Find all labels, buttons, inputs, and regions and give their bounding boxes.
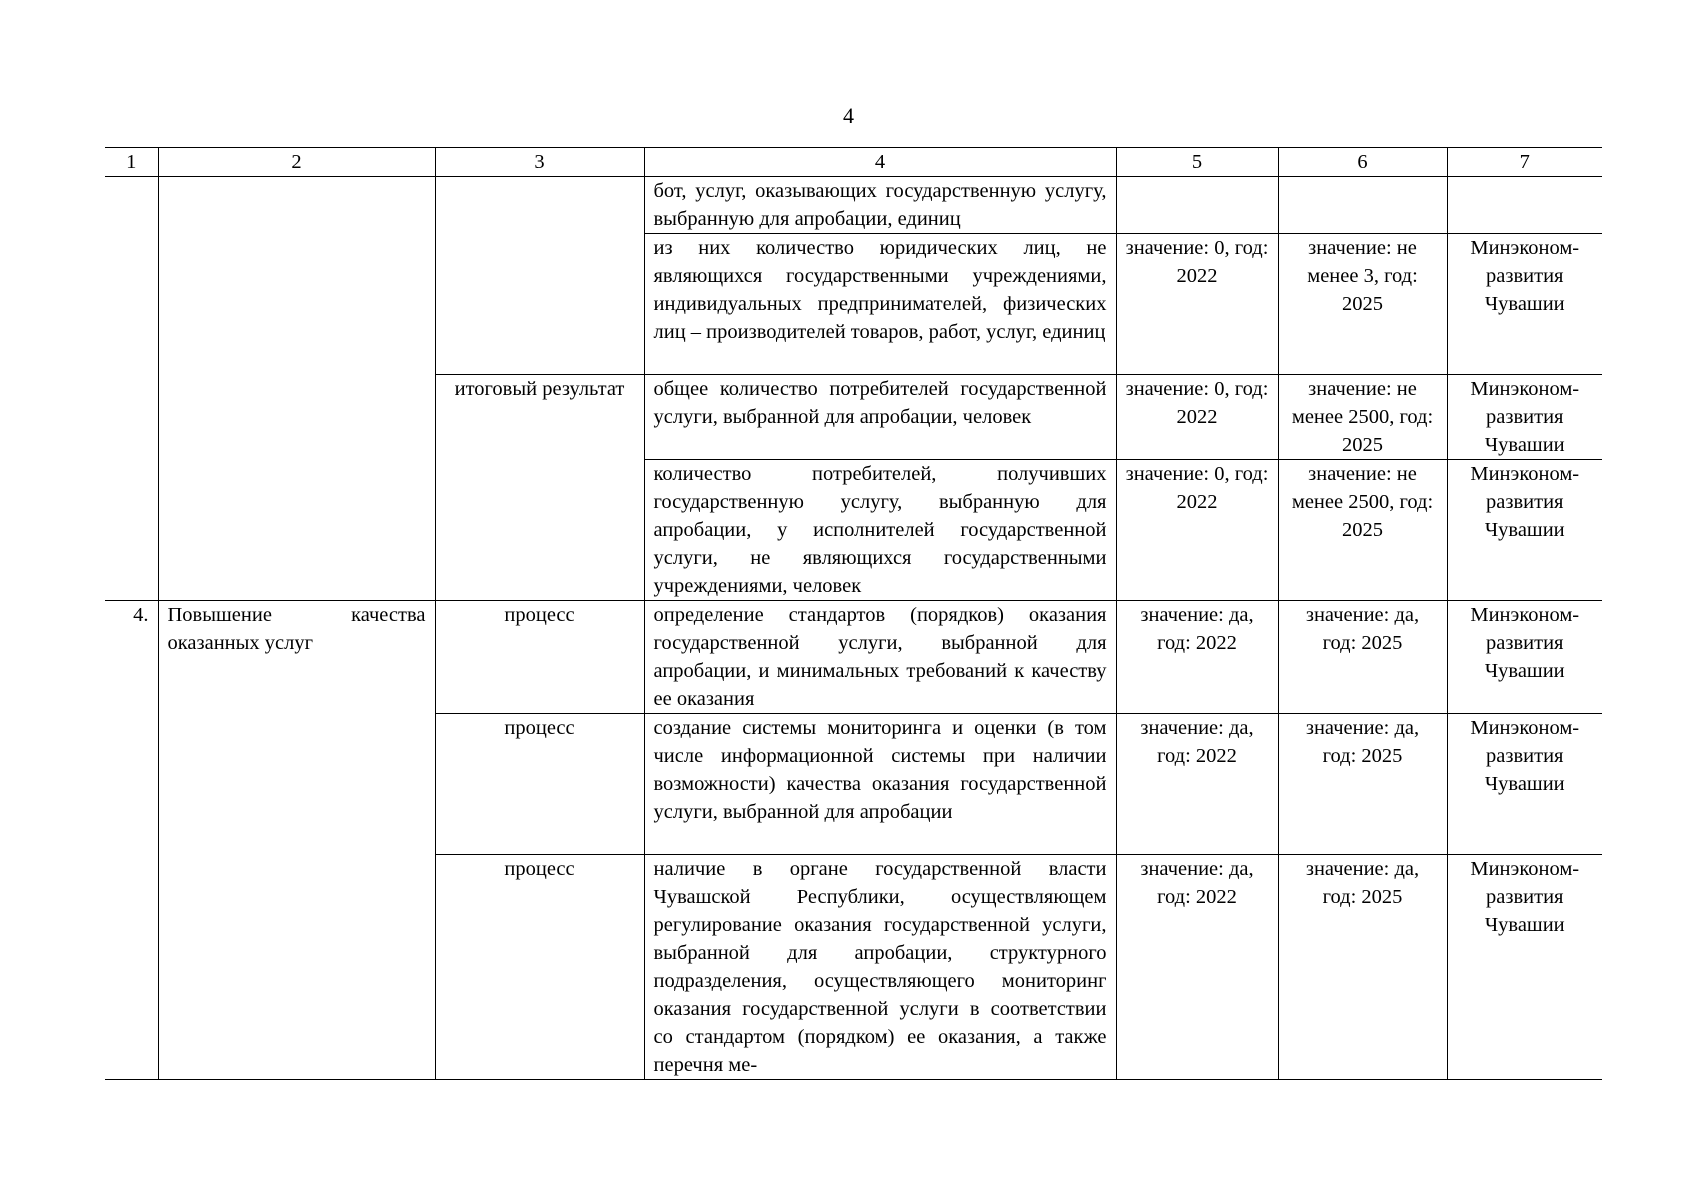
column-header: 3: [435, 148, 644, 177]
column-header: 6: [1278, 148, 1447, 177]
page-number: 4: [843, 103, 854, 128]
column-number-row: [105, 148, 1602, 177]
base-value-cell: значение: 0, год: 2022: [1116, 375, 1278, 460]
indicators-table: [105, 147, 1602, 1080]
indicator-cell: количество потребителей, получивших государственную услугу, выбранную для апробации, у исполнителей государственной услуги, не являющихся государственными учреждениями, человек: [644, 460, 1116, 601]
responsible-cell: Минэконом-развития Чувашии: [1447, 714, 1602, 855]
base-value-cell: значение: да, год: 2022: [1116, 855, 1278, 1080]
result-type-cell: процесс: [435, 714, 644, 855]
column-header: 5: [1116, 148, 1278, 177]
base-value-cell: [1116, 177, 1278, 234]
responsible-cell: Минэконом-развития Чувашии: [1447, 601, 1602, 714]
target-value-cell: значение: не менее 2500, год: 2025: [1278, 460, 1447, 601]
task-name-cell: [158, 177, 435, 601]
base-value-cell: значение: да, год: 2022: [1116, 601, 1278, 714]
column-header: 4: [644, 148, 1116, 177]
column-header: 2: [158, 148, 435, 177]
result-type-cell: итоговый результат: [435, 375, 644, 601]
column-header: 7: [1447, 148, 1602, 177]
responsible-cell: Минэконом-развития Чувашии: [1447, 460, 1602, 601]
indicator-cell: общее количество потребителей государственной услуги, выбранной для апробации, человек: [644, 375, 1116, 460]
base-value-cell: значение: 0, год: 2022: [1116, 234, 1278, 375]
responsible-cell: Минэконом-развития Чувашии: [1447, 234, 1602, 375]
item-number-cell: 4.: [105, 601, 158, 1080]
column-header: 1: [105, 148, 158, 177]
indicator-cell: создание системы мониторинга и оценки (в том числе информационной системы при наличии возможности) качества оказания государственной услуги, выбранной для апробации: [644, 714, 1116, 855]
responsible-cell: Минэконом-развития Чувашии: [1447, 375, 1602, 460]
indicator-cell: наличие в органе государственной власти Чувашской Республики, осуществляющем регулирование оказания государственной услуги, выбранной для апробации, структурного подразделения, осуществляющего мониторинг оказания государственной услуги в соответствии со стандартом (порядком) ее оказания, а также перечня ме-: [644, 855, 1116, 1080]
item-number-cell: [105, 177, 158, 601]
target-value-cell: значение: да, год: 2025: [1278, 601, 1447, 714]
responsible-cell: Минэконом-развития Чувашии: [1447, 855, 1602, 1080]
indicator-cell: определение стандартов (порядков) оказания государственной услуги, выбранной для апробации, и минимальных требований к качеству ее оказания: [644, 601, 1116, 714]
target-value-cell: значение: да, год: 2025: [1278, 855, 1447, 1080]
base-value-cell: значение: 0, год: 2022: [1116, 460, 1278, 601]
target-value-cell: значение: не менее 3, год: 2025: [1278, 234, 1447, 375]
target-value-cell: значение: да, год: 2025: [1278, 714, 1447, 855]
task-name-cell: Повышение качества оказанных услуг: [158, 601, 435, 1080]
result-type-cell: [435, 177, 644, 375]
target-value-cell: значение: не менее 2500, год: 2025: [1278, 375, 1447, 460]
responsible-cell: [1447, 177, 1602, 234]
base-value-cell: значение: да, год: 2022: [1116, 714, 1278, 855]
table-row: [105, 601, 1602, 714]
result-type-cell: процесс: [435, 601, 644, 714]
target-value-cell: [1278, 177, 1447, 234]
indicator-cell: из них количество юридических лиц, не являющихся государственными учреждениями, индивидуальных предпринимателей, физических лиц – производителей товаров, работ, услуг, единиц: [644, 234, 1116, 375]
table-row: [105, 177, 1602, 234]
result-type-cell: процесс: [435, 855, 644, 1080]
indicator-cell: бот, услуг, оказывающих государственную услугу, выбранную для апробации, единиц: [644, 177, 1116, 234]
